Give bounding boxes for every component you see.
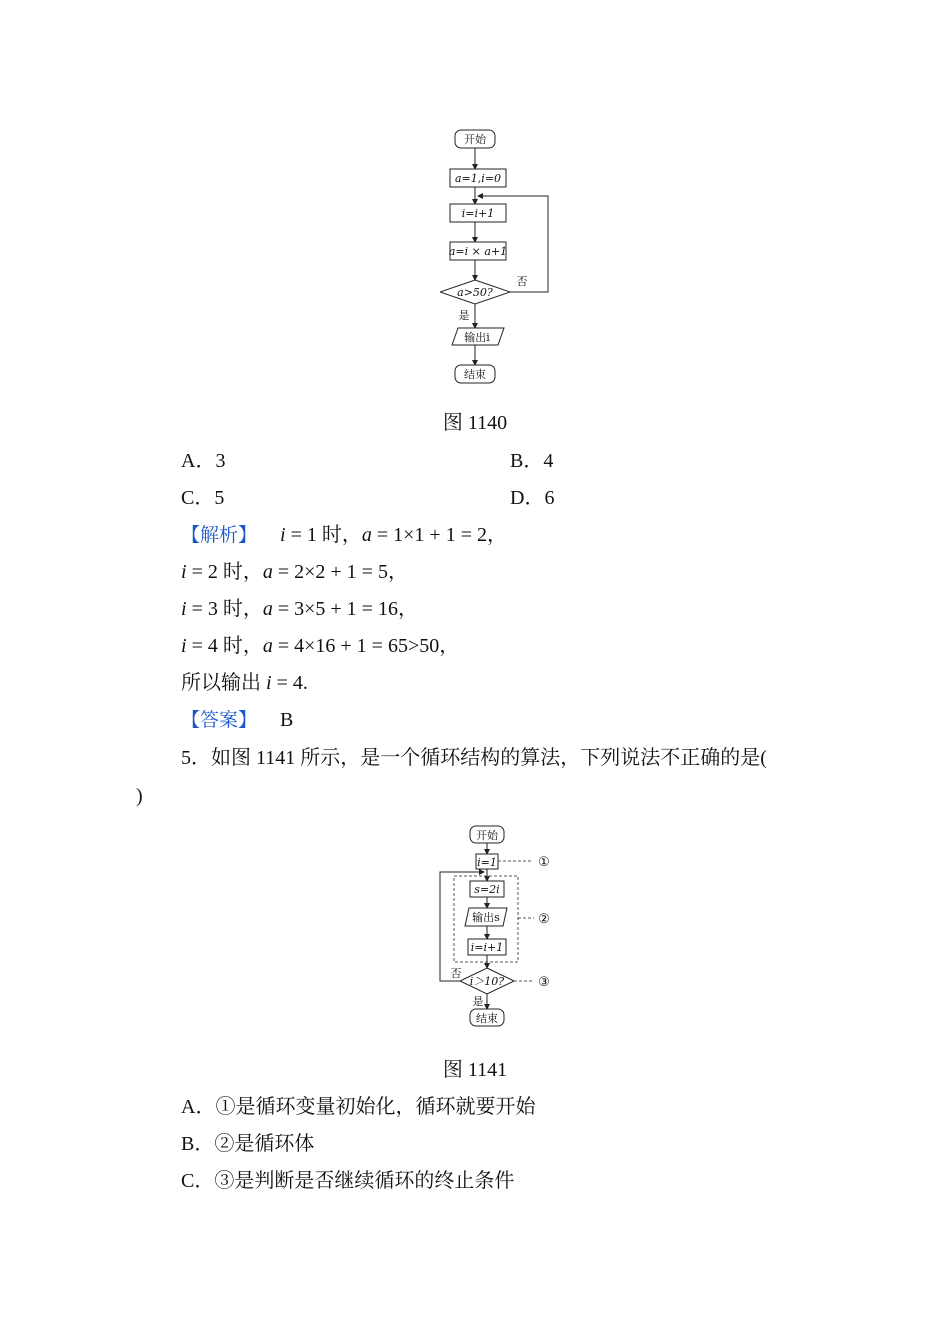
option-c: C．5 — [181, 487, 225, 509]
analysis-line-1: 【解析】 i = 1 时，a = 1×1 + 1 = 2， — [181, 524, 507, 546]
svg-text:a>50?: a>50? — [457, 286, 493, 299]
svg-text:输出i: 输出i — [464, 331, 490, 344]
analysis-line-5: 所以输出 i = 4. — [181, 672, 308, 694]
option-d: D．6 — [510, 487, 555, 509]
svg-text:输出s: 输出s — [472, 911, 500, 924]
svg-text:s=2i: s=2i — [474, 883, 500, 896]
analysis-tag: 【解析】 — [181, 524, 258, 546]
q5-option-c: C．③是判断是否继续循环的终止条件 — [181, 1170, 515, 1192]
svg-text:i=i+1: i=i+1 — [461, 207, 495, 220]
svg-text:是: 是 — [472, 995, 484, 1008]
svg-text:i=i+1: i=i+1 — [470, 941, 504, 954]
q5-option-a: A．①是循环变量初始化，循环就要开始 — [181, 1096, 536, 1118]
svg-text:开始: 开始 — [476, 829, 498, 842]
option-a: A．3 — [181, 450, 226, 472]
svg-text:i＞10?: i＞10? — [469, 975, 505, 988]
svg-text:是: 是 — [458, 309, 470, 322]
flowchart-1140 — [440, 125, 570, 390]
answer-tag: 【答案】 — [181, 709, 258, 731]
svg-text:②: ② — [538, 912, 550, 927]
analysis-line-2: i = 2 时，a = 2×2 + 1 = 5， — [181, 561, 408, 583]
question-5-line-2: ) — [136, 785, 143, 807]
svg-text:a=i × a+1: a=i × a+1 — [448, 245, 508, 258]
svg-text:否: 否 — [450, 967, 462, 980]
figure-caption-1141: 图 1141 — [442, 1059, 508, 1081]
svg-text:结束: 结束 — [476, 1012, 498, 1025]
svg-text:③: ③ — [538, 975, 550, 990]
svg-text:结束: 结束 — [464, 368, 486, 381]
svg-text:①: ① — [538, 855, 550, 870]
answer-value: B — [280, 709, 294, 731]
flowchart-1141 — [436, 822, 566, 1034]
analysis-line-4: i = 4 时，a = 4×16 + 1 = 65>50， — [181, 635, 460, 657]
option-b: B．4 — [510, 450, 554, 472]
analysis-line-3: i = 3 时，a = 3×5 + 1 = 16， — [181, 598, 418, 620]
svg-text:开始: 开始 — [464, 133, 486, 146]
answer-line — [181, 708, 293, 732]
svg-text:i=1: i=1 — [477, 856, 497, 869]
figure-caption-1140: 图 1140 — [442, 412, 508, 434]
q5-option-b: B．②是循环体 — [181, 1133, 315, 1155]
svg-text:否: 否 — [516, 275, 528, 288]
svg-text:a=1,i=0: a=1,i=0 — [454, 172, 502, 185]
question-5-line-1: 5．如图 1141 所示，是一个循环结构的算法，下列说法不正确的是( — [181, 747, 767, 769]
